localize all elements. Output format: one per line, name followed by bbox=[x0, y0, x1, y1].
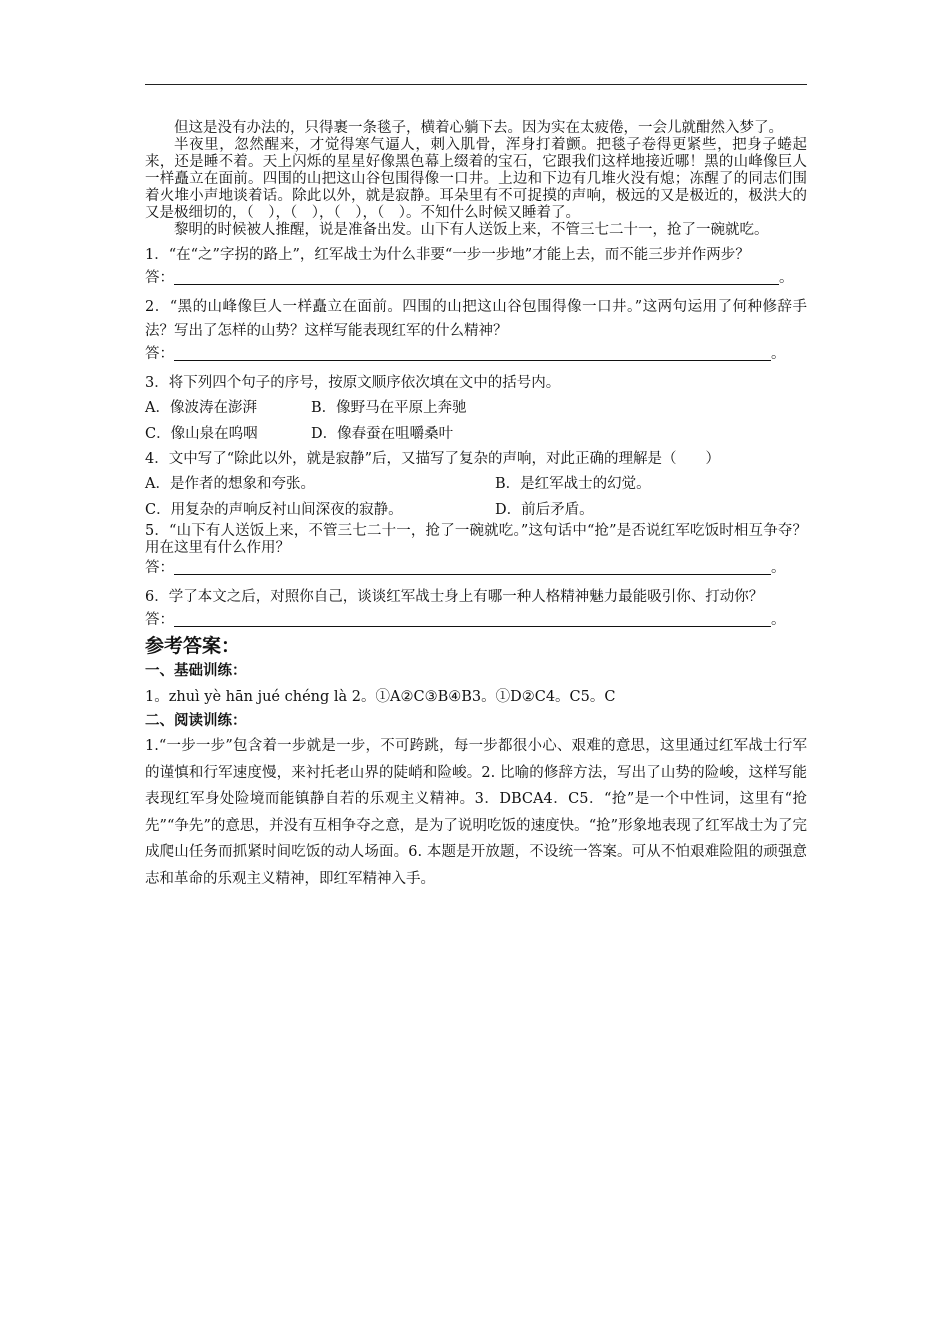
q4-option-c: C．用复杂的声响反衬山间深夜的寂静。 bbox=[145, 502, 403, 518]
document-page bbox=[145, 120, 807, 892]
q4-option-d: D．前后矛盾。 bbox=[495, 502, 594, 518]
section-basic-training-title: 一、基础训练： bbox=[145, 663, 247, 679]
question-5: 5．“山下有人送饭上来，不管三七二十一，抢了一碗就吃。”这句话中“抢”是否说红军吃饭时相互争夺？用在这里有什么作用？ bbox=[145, 523, 807, 556]
answer-blank[interactable] bbox=[174, 558, 771, 575]
answer-blank[interactable] bbox=[174, 610, 771, 627]
answer-line-6[interactable] bbox=[145, 609, 807, 631]
reference-answers-title: 参考答案： bbox=[145, 635, 241, 657]
answer-label: 答： bbox=[145, 270, 174, 286]
q3-option-c: C．像山泉在呜咽 bbox=[145, 426, 258, 442]
answer-line-5[interactable] bbox=[145, 557, 807, 579]
q3-option-d: D．像春蚕在咀嚼桑叶 bbox=[311, 426, 454, 442]
section-reading-training-answers: 1.“一步一步”包含着一步就是一步，不可跨跳，每一步都很小心、艰难的意思，这里通过红军战士行军的谨慎和行军速度慢，来衬托老山界的陡峭和险峻。2. 比喻的修辞方法，写出了山势的险峻，这样写能表现红军身处险境而能镇静自若的乐观主义精神。3．DBCA4．C5．“抢”是一个中性词，这里有“抢先”“争先”的意思，并没有互相争夺之意，是为了说明吃饭的速度快。“抢”形象地表现了红军战士为了完成爬山任务而抓紧时间吃饭的动人场面。6. 本题是开放题，不设统一答案。可从不怕艰难险阻的顽强意志和革命的乐观主义精神，即红军精神入手。 bbox=[145, 738, 807, 887]
question-1: 1．“在“之”字拐的路上”，红军战士为什么非要“一步一步地”才能上去，而不能三步并作两步？ bbox=[145, 247, 750, 263]
q3-option-a: A．像波涛在澎湃 bbox=[145, 400, 257, 416]
q4-options-row-1 bbox=[145, 471, 807, 497]
answer-label: 答： bbox=[145, 346, 174, 362]
answer-label: 答： bbox=[145, 612, 174, 628]
answer-blank[interactable] bbox=[174, 268, 779, 285]
answer-end: 。 bbox=[771, 612, 786, 628]
question-6: 6．学了本文之后，对照你自己，谈谈红军战士身上有哪一种人格精神魅力最能吸引你、打动你？ bbox=[145, 589, 764, 605]
q4-option-a: A．是作者的想象和夸张。 bbox=[145, 476, 315, 492]
q4-options-row-2 bbox=[145, 497, 807, 523]
passage-paragraph-3: 黎明的时候被人推醒，说是准备出发。山下有人送饭上来，不管三七二十一，抢了一碗就吃。 bbox=[174, 222, 769, 238]
section-reading-training-title: 二、阅读训练： bbox=[145, 713, 247, 729]
q3-option-b: B．像野马在平原上奔驰 bbox=[311, 400, 467, 416]
answer-line-2[interactable] bbox=[145, 343, 807, 365]
q3-options-row-1 bbox=[145, 395, 807, 421]
question-2: 2．“黑的山峰像巨人一样矗立在面前。四围的山把这山谷包围得像一口井。”这两句运用了何种修辞手法？写出了怎样的山势？这样写能表现红军的什么精神？ bbox=[145, 299, 807, 339]
passage-paragraph-1: 但这是没有办法的，只得裹一条毯子，横着心躺下去。因为实在太疲倦，一会儿就酣然入梦了。 bbox=[174, 120, 783, 136]
answer-end: 。 bbox=[771, 346, 786, 362]
answer-line-1[interactable] bbox=[145, 267, 807, 289]
section-basic-training-answers: 1。zhuì yè hān jué chéng là 2。①A②C③B④B3。①D②C4。C5。C bbox=[145, 689, 616, 705]
header-rule bbox=[145, 84, 807, 85]
answer-end: 。 bbox=[779, 270, 794, 286]
question-3: 3．将下列四个句子的序号，按原文顺序依次填在文中的括号内。 bbox=[145, 375, 561, 391]
answer-label: 答： bbox=[145, 560, 174, 576]
answer-blank[interactable] bbox=[174, 344, 771, 361]
passage-paragraph-2: 半夜里，忽然醒来，才觉得寒气逼人，刺入肌骨，浑身打着颤。把毯子卷得更紧些，把身子蜷起来，还是睡不着。天上闪烁的星星好像黑色幕上缀着的宝石，它跟我们这样地接近哪！黑的山峰像巨人一样矗立在面前。四围的山把这山谷包围得像一口井。上边和下边有几堆火没有熄；冻醒了的同志们围着火堆小声地谈着话。除此以外，就是寂静。耳朵里有不可捉摸的声响，极远的又是极近的，极洪大的又是极细切的，（ ），（ ），（ ），（ ）。不知什么时候又睡着了。 bbox=[145, 137, 807, 221]
question-4: 4．文中写了“除此以外，就是寂静”后，又描写了复杂的声响，对此正确的理解是（ ） bbox=[145, 451, 721, 467]
answer-end: 。 bbox=[771, 560, 786, 576]
q4-option-b: B．是红军战士的幻觉。 bbox=[495, 476, 651, 492]
q3-options-row-2 bbox=[145, 421, 807, 447]
